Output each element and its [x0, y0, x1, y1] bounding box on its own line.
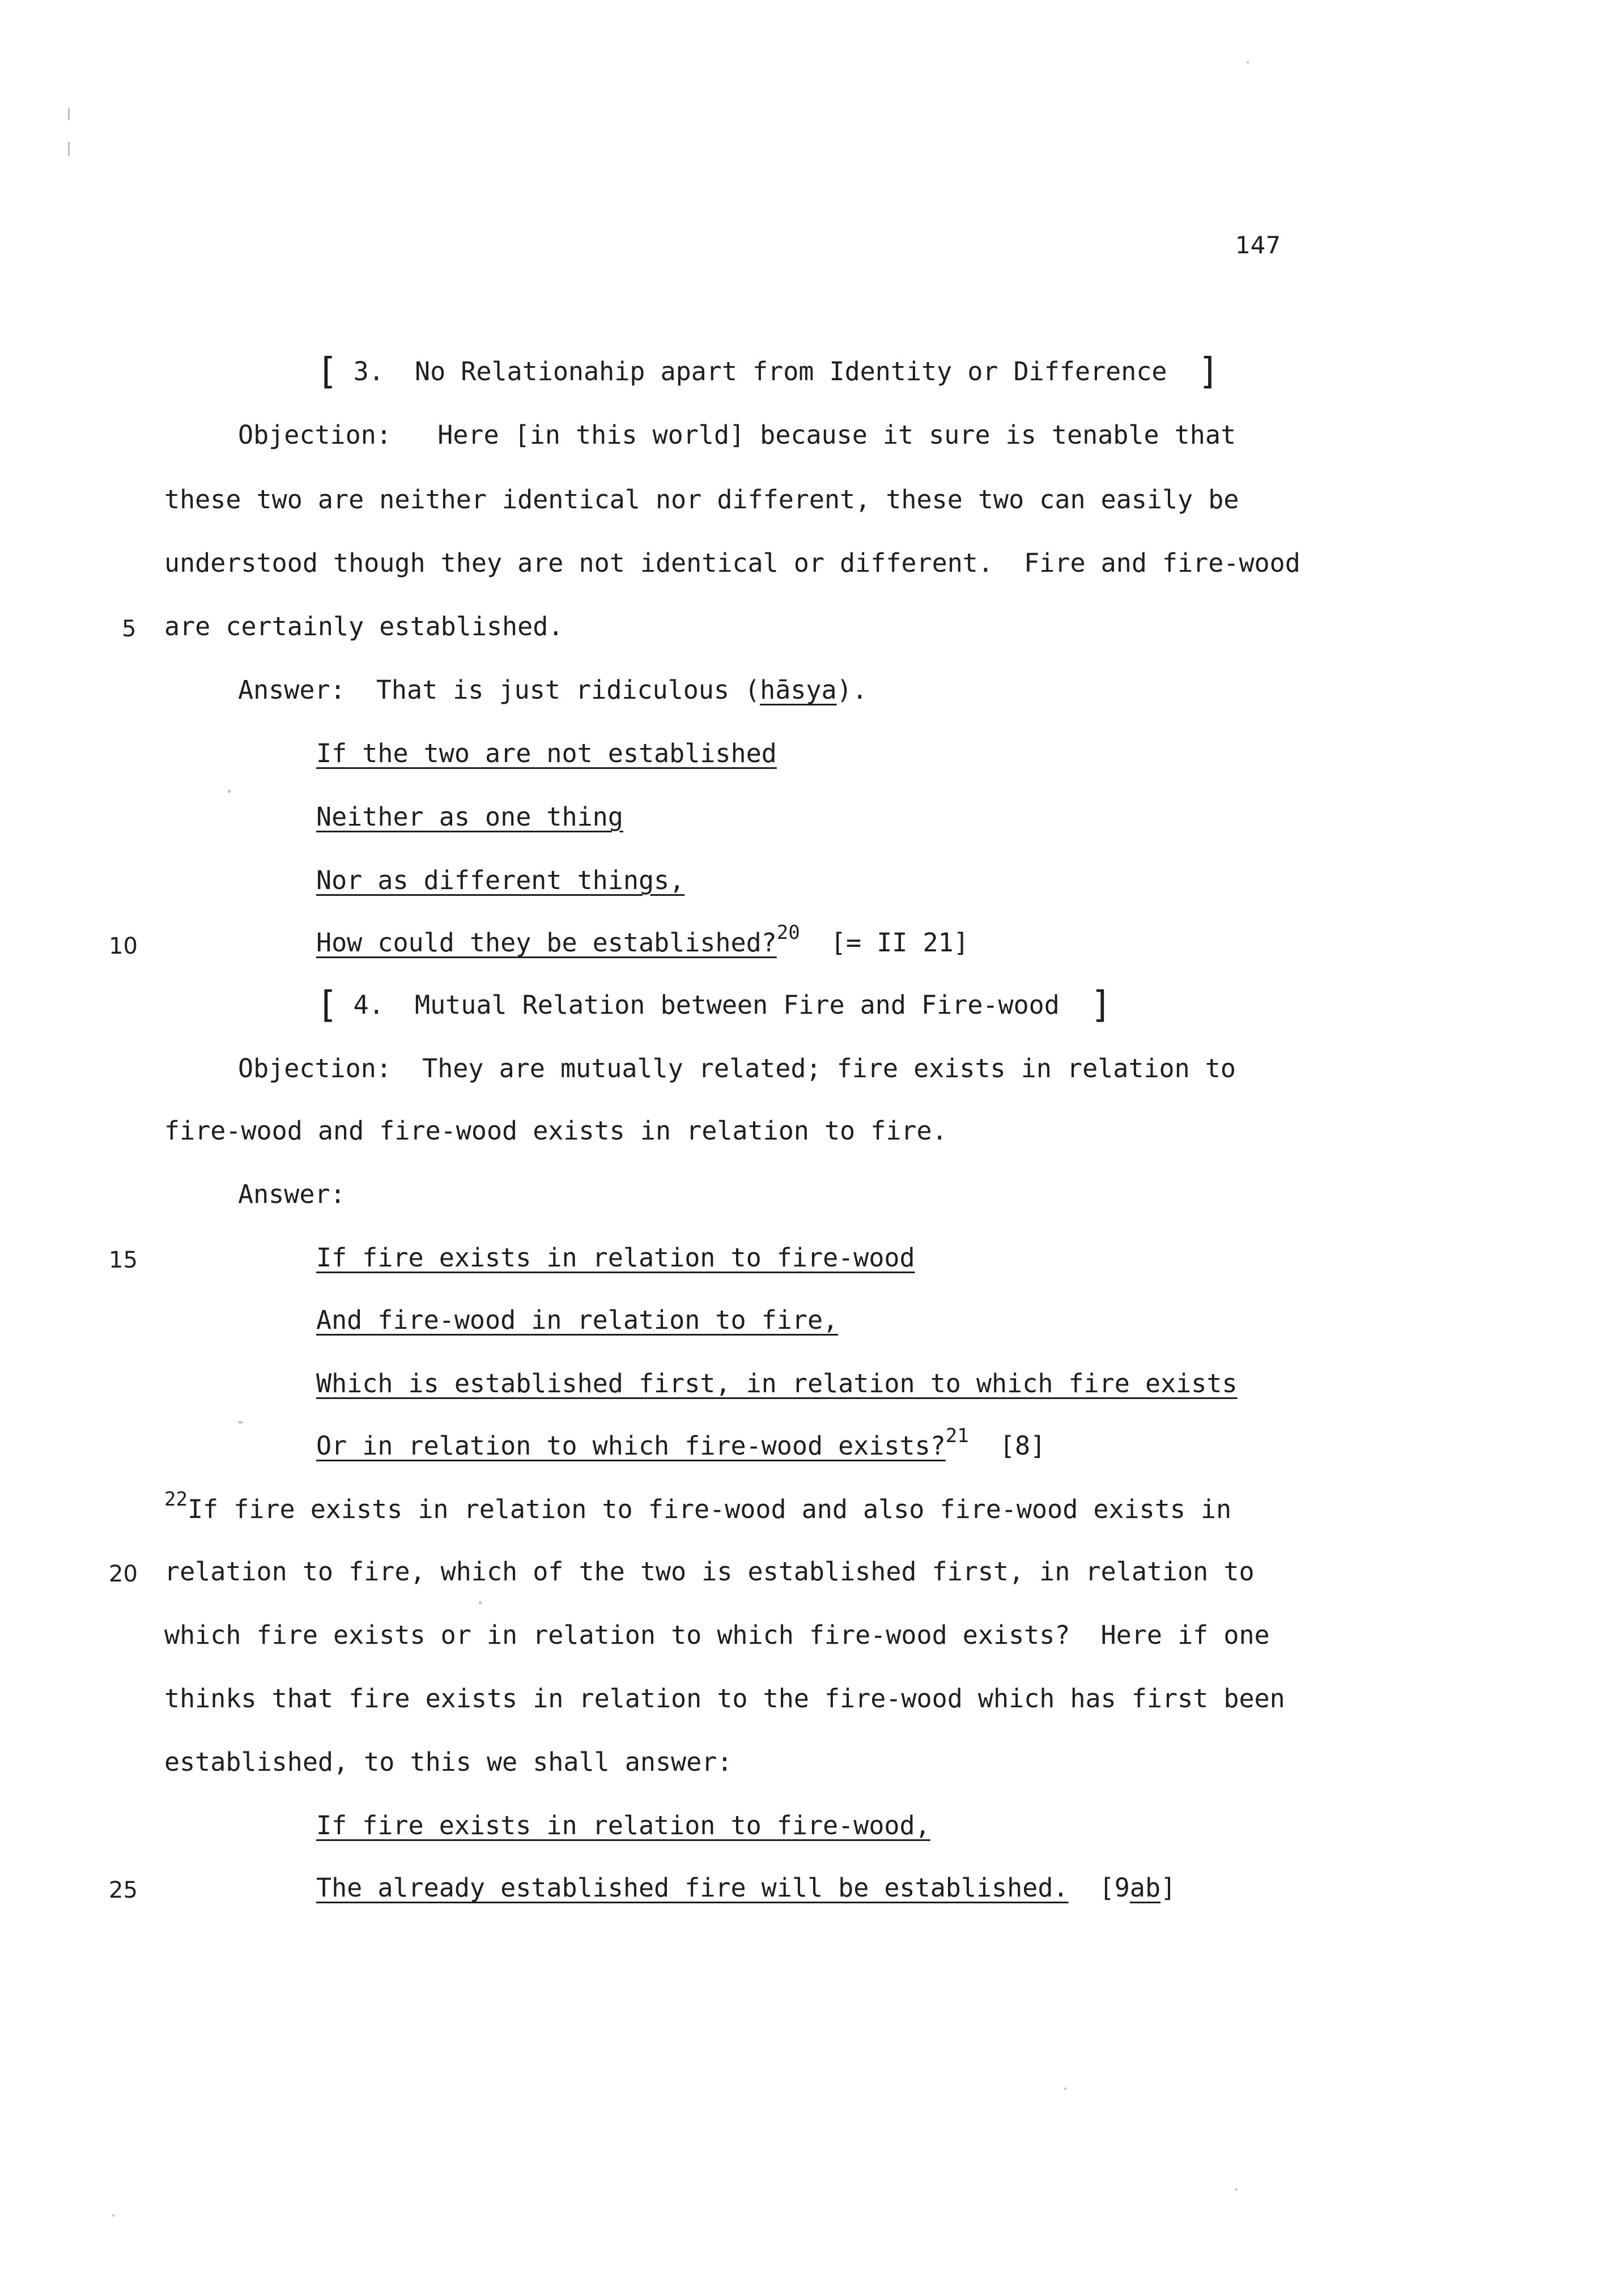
commentary-line-1: $^{22}$If fire exists in relation to fire-wood and also fire-wood exists in	[164, 1488, 1232, 1524]
section-4-heading: [ 4. Mutual Relation between Fire and Fire-wood ]	[316, 984, 1112, 1026]
verse-3-line-1: If fire exists in relation to fire-wood,	[316, 1810, 930, 1840]
verse-1-line-2: Neither as one thing	[316, 802, 623, 832]
objection-2-line: Objection: They are mutually related; fire exists in relation to	[238, 1053, 1236, 1083]
line-number-15: 15	[109, 1247, 138, 1273]
objection-2-line-2: fire-wood and fire-wood exists in relation to fire.	[164, 1116, 947, 1146]
verse-2-line-2: And fire-wood in relation to fire,	[316, 1305, 839, 1335]
commentary-line-2: relation to fire, which of the two is established first, in relation to	[164, 1557, 1255, 1587]
section-3-heading: [ 3. No Relationahip apart from Identity or Difference ]	[316, 351, 1220, 393]
line-number-10: 10	[109, 933, 138, 959]
objection-1-line-2: these two are neither identical nor different, these two can easily be	[164, 484, 1239, 515]
scan-speck	[112, 2214, 114, 2217]
scan-speck	[1235, 2188, 1238, 2191]
line-number-25: 25	[109, 1877, 138, 1903]
verse-1-line-4: How could they be established?$^{20}$ [= II 21]	[316, 921, 969, 958]
verse-1-line-3: Nor as different things,	[316, 865, 685, 895]
verse-2-line-3: Which is established first, in relation to which fire exists	[316, 1368, 1238, 1398]
verse-2-line-4: Or in relation to which fire-wood exists?$^{21}$ [8]	[316, 1425, 1046, 1461]
line-number-5: 5	[122, 616, 137, 642]
page-number: 147	[1235, 231, 1281, 259]
scan-speck	[68, 142, 70, 156]
answer-2-label: Answer:	[238, 1179, 346, 1209]
scan-speck	[228, 790, 231, 793]
objection-1-line: Objection: Here [in this world] because it sure is tenable that	[238, 420, 1236, 450]
scan-speck	[479, 1601, 482, 1604]
objection-1-line-4: are certainly established.	[164, 611, 564, 641]
verse-1-line-1: If the two are not established	[316, 738, 777, 768]
footnote-ref-21: 21	[945, 1425, 969, 1447]
scan-speck	[1064, 2087, 1066, 2090]
objection-1-line-3: understood though they are not identical or different. Fire and fire-wood	[164, 548, 1300, 578]
commentary-line-3: which fire exists or in relation to which fire-wood exists? Here if one	[164, 1620, 1270, 1650]
verse-3-line-2: The already established fire will be established. [9ab]	[316, 1873, 1176, 1903]
footnote-ref-20: 20	[776, 921, 800, 944]
sanskrit-term: hāsya	[760, 675, 837, 705]
commentary-line-5: established, to this we shall answer:	[164, 1747, 733, 1777]
footnote-ref-22: 22	[164, 1488, 188, 1511]
scan-speck	[68, 108, 70, 120]
scan-speck	[238, 1421, 243, 1423]
commentary-line-4: thinks that fire exists in relation to the fire-wood which has first been	[164, 1683, 1285, 1714]
line-number-20: 20	[109, 1561, 138, 1587]
answer-1-line: Answer: That is just ridiculous (hāsya).	[238, 675, 868, 705]
scan-speck	[1247, 61, 1249, 63]
verse-2-line-1: If fire exists in relation to fire-wood	[316, 1243, 915, 1273]
